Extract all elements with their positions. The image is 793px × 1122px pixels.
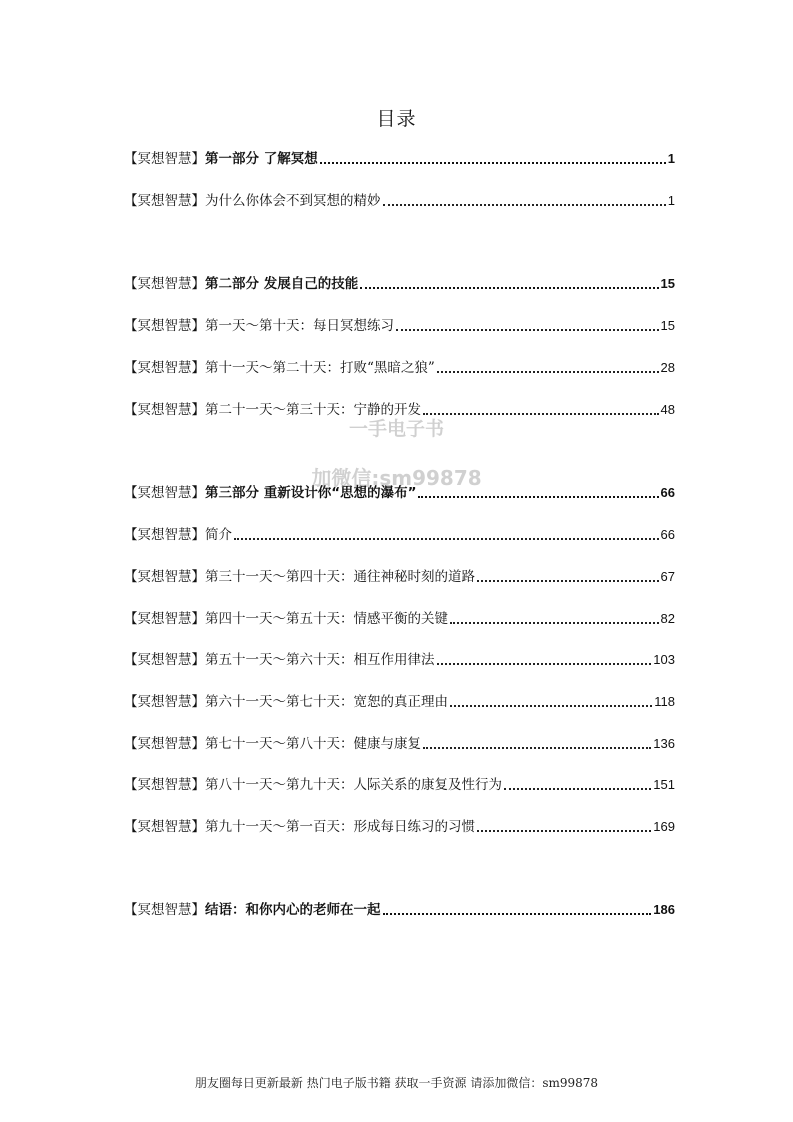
toc-entry-title: 第四十一天～第五十天：情感平衡的关键 bbox=[205, 611, 448, 627]
toc-entry[interactable] bbox=[124, 188, 675, 210]
toc-entry-tag: 【冥想智慧】 bbox=[124, 569, 205, 585]
toc-entry-tag: 【冥想智慧】 bbox=[124, 611, 205, 627]
dot-leader bbox=[418, 496, 658, 498]
dot-leader bbox=[320, 162, 666, 164]
footer-note: 朋友圈每日更新最新 热门电子版书籍 获取一手资源 请添加微信：sm99878 bbox=[194, 1076, 599, 1090]
toc-entry-title: 第二部分 发展自己的技能 bbox=[205, 276, 359, 292]
dot-leader bbox=[396, 329, 659, 331]
toc-entry-title: 第九十一天～第一百天：形成每日练习的习惯 bbox=[205, 819, 475, 835]
toc-entry[interactable] bbox=[124, 313, 675, 335]
toc-entry-tag: 【冥想智慧】 bbox=[124, 652, 205, 668]
toc-entry-title: 简介 bbox=[205, 527, 232, 543]
toc-entry-title: 第三部分 重新设计你“思想的瀑布” bbox=[205, 485, 417, 501]
toc-entry-page-number: 67 bbox=[660, 569, 675, 584]
toc-entry-tag: 【冥想智慧】 bbox=[124, 276, 205, 292]
dot-leader bbox=[423, 413, 659, 415]
toc-entry-tag: 【冥想智慧】 bbox=[124, 777, 205, 793]
toc-entry-page-number: 103 bbox=[653, 652, 675, 667]
toc-entry[interactable] bbox=[124, 814, 675, 836]
toc-entry-page-number: 66 bbox=[660, 527, 675, 542]
toc-entry-title: 为什么你体会不到冥想的精妙 bbox=[205, 193, 381, 209]
dot-leader bbox=[234, 538, 659, 540]
toc-entry-tag: 【冥想智慧】 bbox=[124, 193, 205, 209]
toc-entry-tag: 【冥想智慧】 bbox=[124, 527, 205, 543]
toc-entry-page-number: 151 bbox=[653, 777, 675, 792]
toc-entry[interactable] bbox=[124, 606, 675, 628]
dot-leader bbox=[383, 204, 666, 206]
toc-entry-title: 第一部分 了解冥想 bbox=[205, 151, 318, 167]
toc-entry-page-number: 169 bbox=[653, 819, 675, 834]
toc-title: 目录 bbox=[376, 108, 417, 130]
toc-entry[interactable] bbox=[124, 897, 675, 919]
toc-entry-tag: 【冥想智慧】 bbox=[124, 360, 205, 376]
toc-entry-tag: 【冥想智慧】 bbox=[124, 819, 205, 835]
toc-entry-tag: 【冥想智慧】 bbox=[124, 736, 205, 752]
toc-entry-title: 第七十一天～第八十天：健康与康复 bbox=[205, 736, 421, 752]
toc-entry-page-number: 1 bbox=[667, 193, 675, 208]
toc-entry[interactable] bbox=[124, 355, 675, 377]
toc-entry-page-number: 15 bbox=[660, 276, 675, 291]
toc-entry-tag: 【冥想智慧】 bbox=[124, 402, 205, 418]
toc-entry-tag: 【冥想智慧】 bbox=[124, 694, 205, 710]
toc-entry[interactable] bbox=[124, 689, 675, 711]
toc-entry[interactable] bbox=[124, 522, 675, 544]
toc-entry-page-number: 15 bbox=[660, 318, 675, 333]
toc-entry-title: 第二十一天～第三十天：宁静的开发 bbox=[205, 402, 421, 418]
toc-entry-tag: 【冥想智慧】 bbox=[124, 151, 205, 167]
toc-entry[interactable] bbox=[124, 146, 675, 168]
toc-entry-title: 第十一天～第二十天：打败“黑暗之狼” bbox=[205, 360, 435, 376]
dot-leader bbox=[437, 371, 659, 373]
toc-entry-title: 第一天～第十天：每日冥想练习 bbox=[205, 318, 394, 334]
toc-entry-title: 第五十一天～第六十天：相互作用律法 bbox=[205, 652, 435, 668]
toc-entry-tag: 【冥想智慧】 bbox=[124, 902, 205, 918]
toc-entry[interactable] bbox=[124, 772, 675, 794]
toc-entry-title: 第三十一天～第四十天：通往神秘时刻的道路 bbox=[205, 569, 475, 585]
toc-entry-tag: 【冥想智慧】 bbox=[124, 318, 205, 334]
toc-entry-page-number: 186 bbox=[653, 902, 675, 917]
toc-entry[interactable] bbox=[124, 647, 675, 669]
toc-entry-page-number: 136 bbox=[653, 736, 675, 751]
toc-entry-page-number: 66 bbox=[660, 485, 675, 500]
toc-entry[interactable] bbox=[124, 271, 675, 293]
toc-entry-title: 第八十一天～第九十天：人际关系的康复及性行为 bbox=[205, 777, 502, 793]
dot-leader bbox=[504, 788, 651, 790]
dot-leader bbox=[477, 830, 651, 832]
toc-entry[interactable] bbox=[124, 480, 675, 502]
dot-leader bbox=[423, 747, 651, 749]
toc-entry-page-number: 28 bbox=[660, 360, 675, 375]
toc-entry-page-number: 82 bbox=[660, 611, 675, 626]
toc-entry-title: 结语：和你内心的老师在一起 bbox=[205, 902, 381, 918]
watermark-line-2: 加微信:sm99878 bbox=[311, 466, 482, 490]
toc-entry-page-number: 118 bbox=[654, 694, 675, 709]
dot-leader bbox=[383, 913, 652, 915]
watermark-line-1: 一手电子书 bbox=[348, 418, 444, 440]
dot-leader bbox=[437, 663, 652, 665]
toc-entry-tag: 【冥想智慧】 bbox=[124, 485, 205, 501]
toc-entry[interactable] bbox=[124, 731, 675, 753]
dot-leader bbox=[450, 622, 659, 624]
toc-entry-page-number: 1 bbox=[667, 151, 675, 166]
toc-entry[interactable] bbox=[124, 564, 675, 586]
toc-entry[interactable] bbox=[124, 397, 675, 419]
toc-entry-page-number: 48 bbox=[660, 402, 675, 417]
dot-leader bbox=[450, 705, 652, 707]
dot-leader bbox=[477, 580, 659, 582]
toc-entry-title: 第六十一天～第七十天：宽恕的真正理由 bbox=[205, 694, 448, 710]
dot-leader bbox=[360, 287, 658, 289]
